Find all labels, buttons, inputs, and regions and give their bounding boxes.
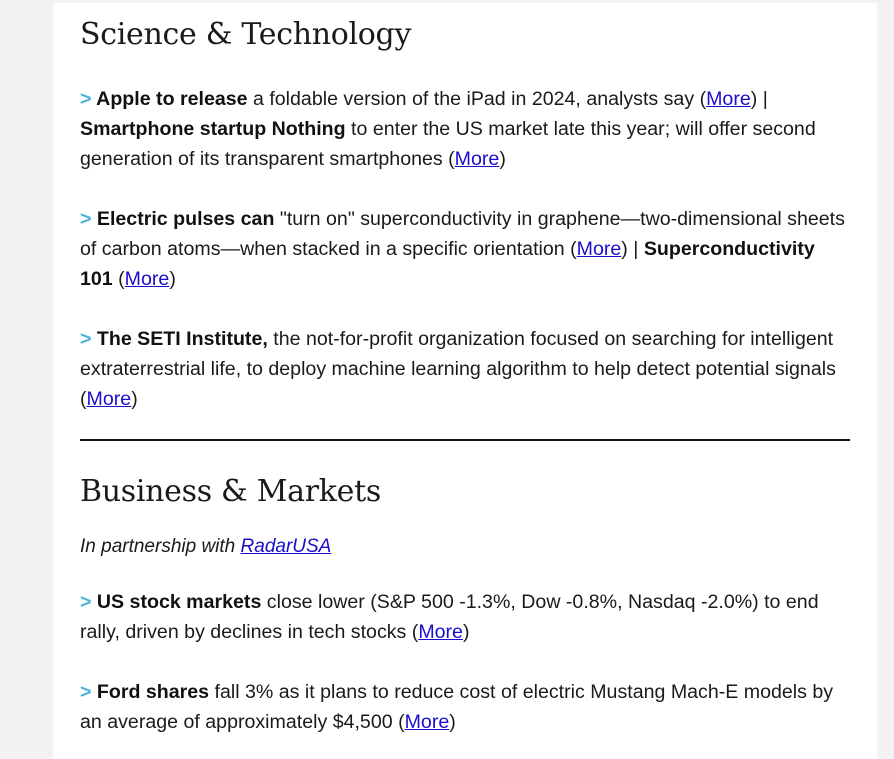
news-item <box>80 84 850 174</box>
more-link[interactable]: More <box>454 148 500 170</box>
partnership-prefix: In partnership with <box>80 536 241 557</box>
more-link[interactable]: More <box>576 238 622 260</box>
headline-bold: Apple to release <box>96 88 248 110</box>
headline-text: the not-for-profit organization focused on searching for intelligent extraterrestrial life, to deploy machine learning algorithm to help detect potential signals ( <box>80 328 836 410</box>
newsletter-card <box>53 3 877 759</box>
headline-bold: The SETI Institute, <box>96 328 268 350</box>
section-title-science: Science & Technology <box>80 17 412 52</box>
news-item <box>80 677 850 737</box>
headline-bold: Electric pulses can <box>96 208 275 230</box>
headline-bold: Ford shares <box>96 681 210 703</box>
headline-bold: US stock markets <box>96 591 262 613</box>
separator-text: ) | <box>621 238 644 260</box>
closing-paren: ) <box>462 621 470 643</box>
closing-paren: ) <box>169 268 176 290</box>
headline-text: close lower (S&P 500 -1.3%, Dow -0.8%, Nasdaq -2.0%) to end rally, driven by declines in tech stocks ( <box>80 591 819 643</box>
more-link[interactable]: More <box>86 388 132 410</box>
headline-text: a foldable version of the iPad in 2024, analysts say ( <box>247 88 707 110</box>
headline-text: ( <box>112 268 125 290</box>
more-link[interactable]: More <box>706 88 751 110</box>
headline-text: to enter the US market late this year; will offer second generation of its transparent smartphones ( <box>80 118 816 170</box>
more-link[interactable]: More <box>124 268 170 290</box>
headline-bold: Superconductivity 101 <box>80 238 815 290</box>
news-item <box>80 204 850 294</box>
bullet-arrow-icon: > <box>80 591 97 613</box>
bullet-arrow-icon: > <box>80 208 97 230</box>
separator-text: ) | <box>750 88 768 110</box>
partner-link[interactable]: RadarUSA <box>240 536 332 557</box>
section-divider <box>80 439 850 441</box>
partnership-line <box>80 532 331 562</box>
headline-text: "turn on" superconductivity in graphene—two-dimensional sheets of carbon atoms—when stacked in a specific orientation ( <box>80 208 845 260</box>
bullet-arrow-icon: > <box>80 681 97 703</box>
headline-bold: Smartphone startup Nothing <box>80 118 346 140</box>
headline-text: fall 3% as it plans to reduce cost of electric Mustang Mach-E models by an average of approximately $4,500 ( <box>80 681 834 733</box>
closing-paren: ) <box>449 711 456 733</box>
closing-paren: ) <box>131 388 138 410</box>
more-link[interactable]: More <box>404 711 450 733</box>
section-title-business: Business & Markets <box>80 474 381 509</box>
bullet-arrow-icon: > <box>80 328 97 350</box>
news-item <box>80 587 850 647</box>
more-link[interactable]: More <box>418 621 463 643</box>
news-item <box>80 324 850 414</box>
closing-paren: ) <box>499 148 506 170</box>
bullet-arrow-icon: > <box>80 88 97 110</box>
